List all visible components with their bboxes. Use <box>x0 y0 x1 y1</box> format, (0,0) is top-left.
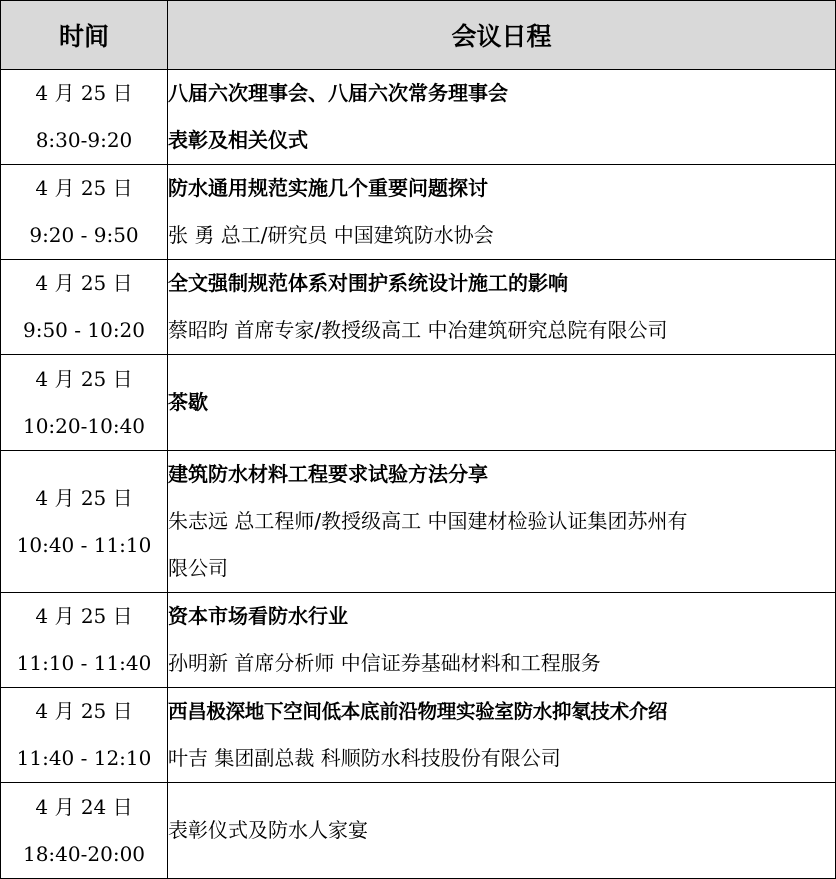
speaker-text: 叶吉 集团副总裁 科顺防水科技股份有限公司 <box>168 746 561 770</box>
time-text: 9:20 - 9:50 <box>29 223 139 247</box>
schedule-cell <box>168 783 836 879</box>
speaker-text: 孙明新 首席分析师 中信证券基础材料和工程服务 <box>168 651 601 675</box>
time-cell <box>1 70 168 165</box>
time-text: 11:10 - 11:40 <box>16 651 152 675</box>
session-title: 建筑防水材料工程要求试验方法分享 <box>168 462 488 486</box>
time-cell <box>1 688 168 783</box>
time-text: 10:40 - 11:10 <box>16 532 152 557</box>
time-cell <box>1 260 168 355</box>
schedule-cell <box>168 355 836 451</box>
time-text: 10:20-10:40 <box>22 413 146 438</box>
date-text: 4 月 25 日 <box>35 699 133 723</box>
date-text: 4 月 25 日 <box>35 485 133 510</box>
time-text: 9:50 - 10:20 <box>22 318 146 342</box>
speaker-text-cont: 限公司 <box>168 556 228 580</box>
time-cell <box>1 451 168 593</box>
table-row <box>1 688 836 783</box>
session-title: 八届六次理事会、八届六次常务理事会 <box>168 81 508 105</box>
time-cell <box>1 355 168 451</box>
schedule-cell <box>168 451 836 593</box>
time-cell <box>1 593 168 688</box>
table-row <box>1 593 836 688</box>
time-text: 18:40-20:00 <box>22 841 146 866</box>
schedule-cell <box>168 688 836 783</box>
speaker-text: 张 勇 总工/研究员 中国建筑防水协会 <box>168 223 494 247</box>
table-row <box>1 70 836 165</box>
speaker-text: 朱志远 总工程师/教授级高工 中国建材检验认证集团苏州有 <box>168 509 688 533</box>
time-cell <box>1 165 168 260</box>
session-title: 防水通用规范实施几个重要问题探讨 <box>168 176 488 200</box>
date-text: 4 月 25 日 <box>35 604 133 628</box>
date-text: 4 月 25 日 <box>35 271 133 295</box>
session-title: 茶歇 <box>168 390 208 414</box>
schedule-cell <box>168 165 836 260</box>
table-row <box>1 165 836 260</box>
header-row <box>1 1 836 70</box>
time-cell <box>1 783 168 879</box>
date-text: 4 月 25 日 <box>35 81 133 105</box>
session-title: 资本市场看防水行业 <box>168 604 348 628</box>
time-text: 11:40 - 12:10 <box>16 746 152 770</box>
session-title: 表彰仪式及防水人家宴 <box>168 818 368 842</box>
schedule-cell <box>168 70 836 165</box>
speaker-text: 蔡昭昀 首席专家/教授级高工 中冶建筑研究总院有限公司 <box>168 318 668 342</box>
date-text: 4 月 25 日 <box>35 176 133 200</box>
time-text: 8:30-9:20 <box>35 128 133 152</box>
session-title: 全文强制规范体系对围护系统设计施工的影响 <box>168 271 568 295</box>
schedule-cell <box>168 260 836 355</box>
header-schedule: 会议日程 <box>168 1 836 70</box>
date-text: 4 月 25 日 <box>35 366 133 391</box>
session-detail: 表彰及相关仪式 <box>168 128 308 152</box>
table-row <box>1 260 836 355</box>
schedule-cell <box>168 593 836 688</box>
table-row <box>1 355 836 451</box>
table-row <box>1 451 836 593</box>
header-time: 时间 <box>1 1 168 70</box>
table-row <box>1 783 836 879</box>
session-title: 西昌极深地下空间低本底前沿物理实验室防水抑氡技术介绍 <box>168 700 668 723</box>
date-text: 4 月 24 日 <box>35 794 133 819</box>
